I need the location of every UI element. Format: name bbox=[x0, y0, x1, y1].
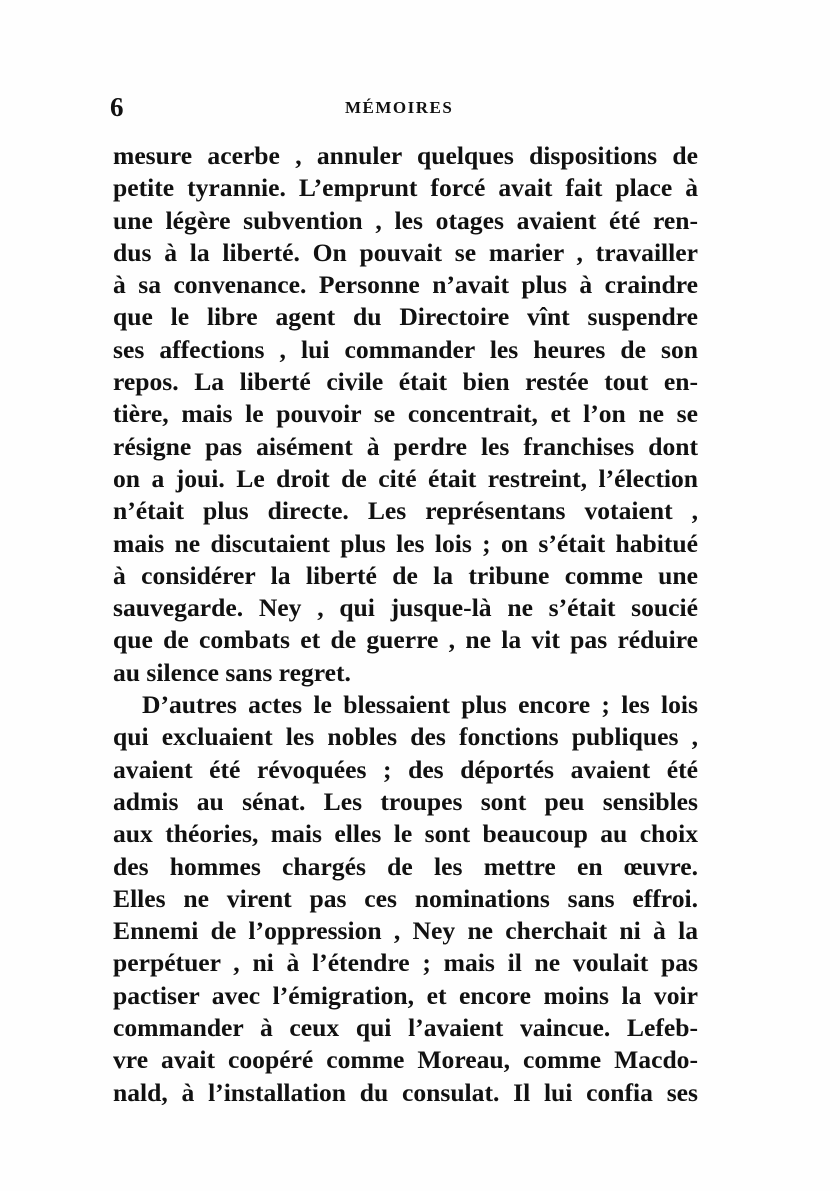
body-text bbox=[113, 140, 698, 1109]
text-line: nald, à l’installation du consulat. Il lui confia ses bbox=[113, 1077, 698, 1107]
page-header bbox=[110, 92, 700, 124]
text-line: perpétuer , ni à l’étendre ; mais il ne voulait pas bbox=[113, 948, 698, 978]
text-line: dus à la liberté. On pouvait se marier , travailler bbox=[113, 237, 698, 267]
text-line: à sa convenance. Personne n’avait plus à craindre bbox=[113, 270, 698, 300]
text-line: tière, mais le pouvoir se concentrait, et l’on ne se bbox=[113, 399, 698, 429]
text-line: pactiser avec l’émigration, et encore moins la voir bbox=[113, 980, 698, 1010]
text-line: résigne pas aisément à perdre les franchises dont bbox=[113, 431, 698, 461]
text-line: repos. La liberté civile était bien restée tout en- bbox=[113, 367, 698, 397]
text-line: des hommes chargés de les mettre en œuvre. bbox=[113, 851, 698, 881]
text-line: Ennemi de l’oppression , Ney ne cherchait ni à la bbox=[113, 916, 698, 946]
page-number: 6 bbox=[110, 92, 124, 122]
text-line: que le libre agent du Directoire vînt suspendre bbox=[113, 302, 698, 332]
running-title: MÉMOIRES bbox=[345, 98, 454, 117]
text-line: mais ne discutaient plus les lois ; on s’était habitué bbox=[113, 528, 698, 558]
text-line: vre avait coopéré comme Moreau, comme Macdo- bbox=[113, 1045, 698, 1075]
text-line: commander à ceux qui l’avaient vaincue. Lefeb- bbox=[113, 1013, 698, 1043]
text-line: avaient été révoquées ; des déportés avaient été bbox=[113, 754, 698, 784]
text-line: admis au sénat. Les troupes sont peu sensibles bbox=[113, 786, 698, 816]
paragraph-2 bbox=[113, 689, 698, 1109]
text-line: à considérer la liberté de la tribune comme une bbox=[113, 560, 698, 590]
text-line: une légère subvention , les otages avaient été ren- bbox=[113, 205, 698, 235]
text-line: ses affections , lui commander les heures de son bbox=[113, 334, 698, 364]
text-line: sauvegarde. Ney , qui jusque-là ne s’était soucié bbox=[113, 593, 698, 623]
paragraph-1 bbox=[113, 140, 698, 689]
text-line: on a joui. Le droit de cité était restreint, l’élection bbox=[113, 463, 698, 493]
text-line: aux théories, mais elles le sont beaucoup au choix bbox=[113, 819, 698, 849]
text-line: au silence sans regret. bbox=[113, 657, 351, 687]
text-line: n’était plus directe. Les représentans votaient , bbox=[113, 496, 698, 526]
text-line: D’autres actes le blessaient plus encore ; les lois bbox=[142, 690, 698, 720]
text-line: qui excluaient les nobles des fonctions publiques , bbox=[113, 722, 698, 752]
text-line: mesure acerbe , annuler quelques dispositions de bbox=[113, 141, 698, 170]
text-line: Elles ne virent pas ces nominations sans effroi. bbox=[113, 883, 698, 913]
text-line: que de combats et de guerre , ne la vit pas réduire bbox=[113, 625, 698, 655]
text-line: petite tyrannie. L’emprunt forcé avait fait place à bbox=[113, 173, 698, 203]
